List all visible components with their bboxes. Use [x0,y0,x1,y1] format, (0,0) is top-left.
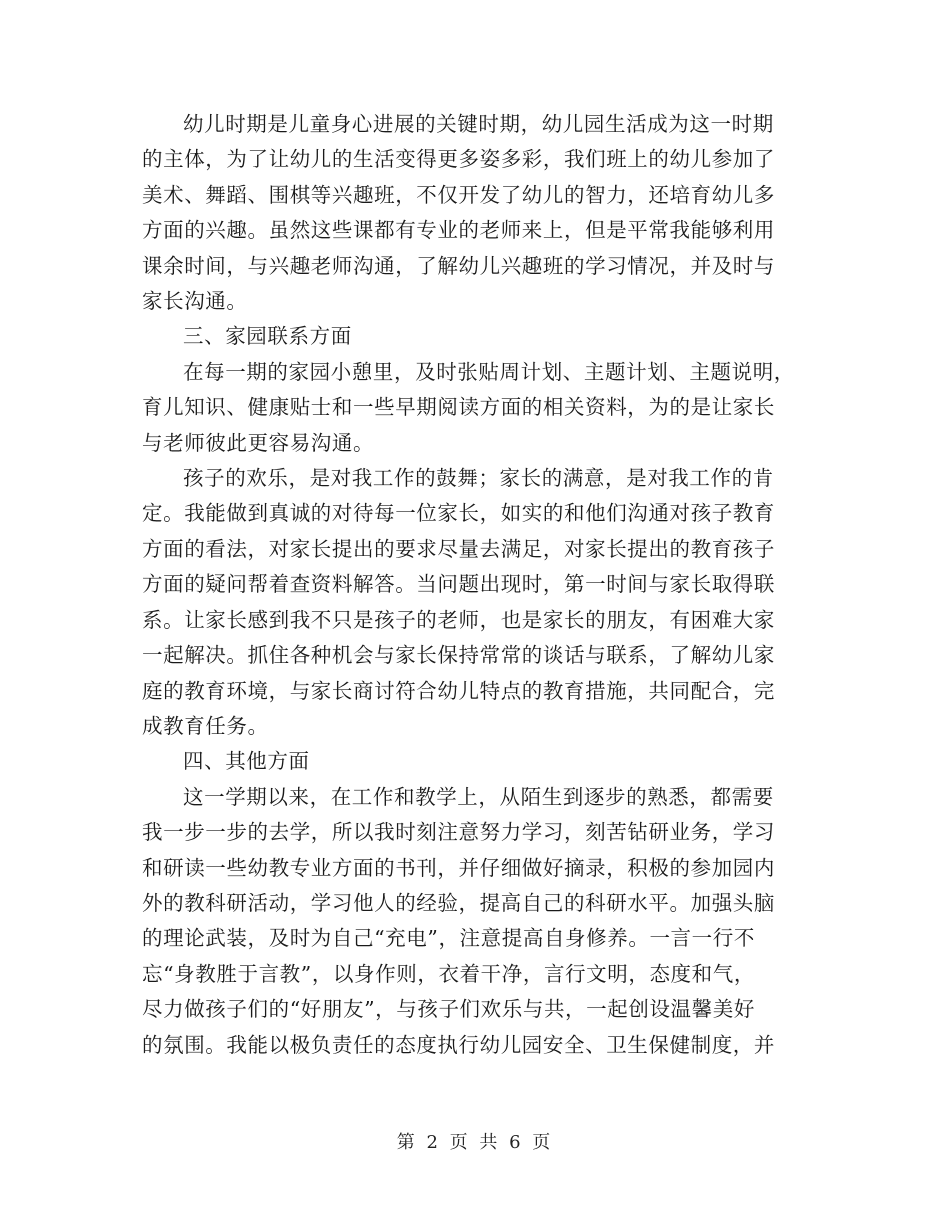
page-number-footer: 第 2 页 共 6 页 [396,1132,554,1153]
paragraph-self-improvement: 这一学期以来，在工作和教学上，从陌生到逐步的熟悉，都需要 我一步一步的去学，所以我时刻注意努力学习，刻苦钻研业务，学习 和研读一些幼教专业方面的书刊，并仔细做好摘录，积极的参加园内 外的教科研活动，学习他人的经验，提高自己的科研水平。加强头脑 的理论武装，及时为自己“充电”，注意提高自身修养。一言一行不 忘“身教胜于言教”，以身作则，衣着干净，言行文明，态度和气， 尽力做孩子们的“好朋友”，与孩子们欢乐与共，一起创设温馨美好 的氛围。我能以极负责任的态度执行幼儿园安全、卫生保健制度，并 [142,784,775,1057]
document-body [142,107,802,1063]
paragraph-kindergarten-interest-classes: 幼儿时期是儿童身心进展的关键时期，幼儿园生活成为这一时期 的主体，为了让幼儿的生活变得更多姿多彩，我们班上的幼儿参加了 美术、舞蹈、围棋等兴趣班，不仅开发了幼儿的智力，还培育幼儿多 方面的兴趣。虽然这些课都有专业的老师来上，但是平常我能够利用 课余时间，与兴趣老师沟通，了解幼儿兴趣班的学习情况，并及时与 家长沟通。 [142,112,775,314]
paragraph-parent-communication: 孩子的欢乐，是对我工作的鼓舞；家长的满意，是对我工作的肯 定。我能做到真诚的对待每一位家长，如实的和他们沟通对孩子教育 方面的看法，对家长提出的要求尽量去满足，对家长提出的教育孩子 方面的疑问帮着查资料解答。当问题出现时，第一时间与家长取得联 系。让家长感到我不只是孩子的老师，也是家长的朋友，有困难大家 一起解决。抓住各种机会与家长保持常常的谈话与联系，了解幼儿家 庭的教育环境，与家长商讨符合幼儿特点的教育措施，共同配合，完 成教育任务。 [142,466,775,738]
paragraph-home-school-corner: 在每一期的家园小憩里，及时张贴周计划、主题计划、主题说明， 育儿知识、健康贴士和一些早期阅读方面的相关资料，为的是让家长 与老师彼此更容易沟通。 [142,359,795,455]
section-heading-home-school-contact: 三、家园联系方面 [183,324,352,349]
section-heading-other-aspects: 四、其他方面 [183,749,310,774]
